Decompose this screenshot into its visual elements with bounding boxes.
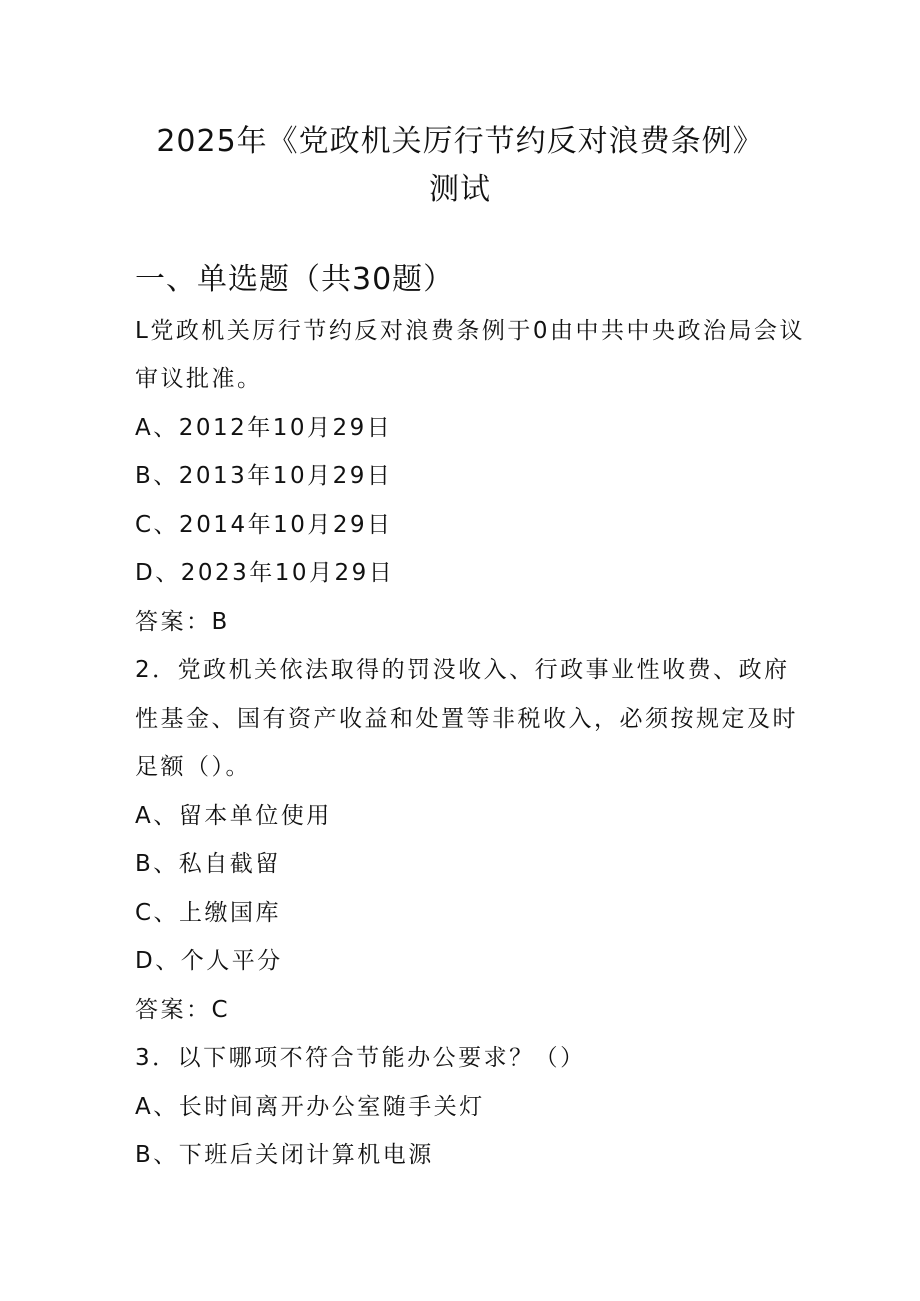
question-2-option-b: B、私自截留 [135,851,281,877]
question-2-option-a: A、留本单位使用 [135,803,332,829]
question-1-stem-line-1: L党政机关厉行节约反对浪费条例于0由中共中央政治局会议 [135,318,805,344]
question-3-option-b: B、下班后关闭计算机电源 [135,1142,434,1168]
question-1-option-a: A、2012年10月29日 [135,415,393,441]
question-3-option-a: A、长时间离开办公室随手关灯 [135,1094,485,1120]
question-1-option-c: C、2014年10月29日 [135,512,393,538]
question-1-answer: 答案：B [135,609,230,635]
document-title-line1: 2025年《党政机关厉行节约反对浪费条例》 [156,124,764,159]
question-1-option-d: D、2023年10月29日 [135,560,395,586]
question-1-stem-line-2: 审议批准。 [135,366,263,392]
question-3-stem-line-1: 3．以下哪项不符合节能办公要求？（） [135,1045,586,1071]
section-heading: 一、单选题（共30题） [135,262,455,297]
question-2-answer: 答案：C [135,997,231,1023]
document-title-line2: 测试 [429,172,491,207]
question-2-stem-line-2: 性基金、国有资产收益和处置等非税收入，必须按规定及时 [135,706,798,732]
question-1-option-b: B、2013年10月29日 [135,463,393,489]
question-2-option-c: C、上缴国库 [135,900,282,926]
question-2-stem-line-3: 足额（）。 [135,754,251,780]
question-2-option-d: D、个人平分 [135,948,283,974]
question-2-stem-line-1: 2．党政机关依法取得的罚没收入、行政事业性收费、政府 [135,657,790,683]
